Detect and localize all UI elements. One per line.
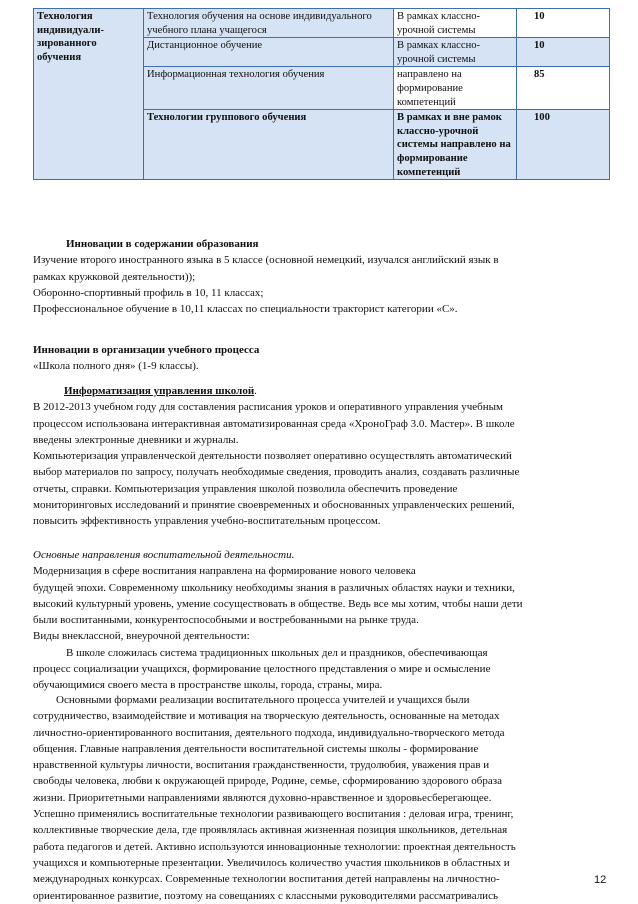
text-line: будущей эпохи. Современному школьнику необходимы знания в различных областях науки и техники,: [33, 581, 515, 594]
text-line: введены электронные дневники и журналы.: [33, 433, 239, 446]
innovations-process-section: [33, 342, 613, 375]
text-line: сотрудничество, взаимодействие и мотивация на творческую деятельность, основанные на методах: [33, 710, 500, 723]
text-line: обучающимися своего места в пространстве школы, города, страны, мира.: [33, 679, 383, 692]
informatization-section: [33, 383, 613, 530]
text-line: Успешно применялись воспитательные технологии развивающего воспитания : деловая игра, тренинг,: [33, 808, 514, 821]
text-line: учащихся и компьютерные презентации. Увеличилось количество участия школьников в областных и: [33, 856, 510, 869]
text-line: общения. Главные направления деятельности воспитательной системы школы - формирование: [33, 742, 479, 755]
section-heading: Информатизация управления школой.: [64, 385, 257, 397]
technology-name-cell: Технологии группового обучения: [144, 110, 394, 180]
scope-cell: В рамках классно-урочной системы: [394, 38, 517, 67]
scope-cell: направлено на формирование компетенций: [394, 67, 517, 110]
innovations-content-section: [33, 236, 613, 317]
text-line: повысить эффективность управления учебно-воспитательным процессом.: [33, 515, 381, 528]
text-line: Основными формами реализации воспитательного процесса учителей и учащихся были: [56, 694, 470, 706]
section-heading: Инновации в содержании образования: [66, 238, 259, 250]
text-line: Виды внеклассной, внеурочной деятельности:: [33, 630, 250, 643]
text-line: Профессиональное обучение в 10,11 классах по специальности тракторист категории «С».: [33, 303, 458, 316]
text-line: мониторинговых исследований и принятие своевременных и обоснованных управленческих решений,: [33, 499, 515, 512]
text-line: выбор материалов по запросу, получать необходимые сведения, проводить анализ, создавать различные: [33, 466, 520, 479]
text-line: Изучение второго иностранного языка в 5 классе (основной немецкий, изучался английский язык в: [33, 254, 499, 267]
text-line: процесс социализации учащихся, формирование целостного представления о мире и осмысление: [33, 663, 491, 676]
text-line: Модернизация в сфере воспитания направлена на формирование нового человека: [33, 565, 416, 578]
section-heading: Основные направления воспитательной деятельности.: [33, 549, 295, 561]
text-line: Оборонно-спортивный профиль в 10, 11 классах;: [33, 286, 264, 299]
value-cell: 10: [517, 9, 610, 38]
text-line: работа педагогов и детей. Активно используются инновационные технологии: проектная деятельность: [33, 840, 516, 853]
technology-name-cell: Дистанционное обучение: [144, 38, 394, 67]
technology-name-cell: Информационная технология обучения: [144, 67, 394, 110]
text-line: жизни. Приоритетными направлениями являются духовно-нравственное и здоровьесберегающее.: [33, 791, 492, 804]
text-line: В школе сложилась система традиционных школьных дел и праздников, обеспечивающая: [66, 646, 488, 659]
table-row: [34, 9, 610, 38]
text-line: коллективные творческие дела, где проявлялась активная жизненная позиция школьников, детельная: [33, 824, 508, 837]
page-number: 12: [594, 874, 607, 886]
text-line: рамках кружковой деятельности));: [33, 270, 196, 283]
text-line: процессом использована интерактивная автоматизированная среда «ХроноГраф 3.0. Мастер». В школе: [33, 417, 515, 430]
upbringing-section: [33, 547, 613, 694]
text-line: были воспитанными, конкурентоспособными и востребованными на рынке труда.: [33, 614, 419, 627]
text-line: «Школа полного дня» (1-9 классы).: [33, 360, 199, 373]
text-line: личностно-ориентированного воспитания, деятельного подхода, индивидуально-творческого метода: [33, 726, 505, 739]
upbringing-forms-section: [33, 692, 613, 904]
value-cell: 100: [517, 110, 610, 180]
text-line: высокий культурный уровень, умение сосуществовать в обществе. Ведь все мы хотим, чтобы наши дети: [33, 597, 523, 610]
category-cell: Технология индивидуали-зированного обучения: [34, 9, 144, 180]
scope-cell: В рамках и вне рамок классно-урочной системы направлено на формирование компетенций: [394, 110, 517, 180]
text-line: Компьютеризация управленческой деятельности позволяет оперативно осуществлять автоматический: [33, 450, 512, 463]
value-cell: 85: [517, 67, 610, 110]
section-heading: Инновации в организации учебного процесса: [33, 344, 260, 356]
text-line: ориентированное развитие, поэтому на совещаниях с классными руководителями рассматривались: [33, 889, 498, 902]
text-line: свободы человека, любви к окружающей природе, Родине, семье, сформированию здорового образа: [33, 775, 502, 788]
text-line: отчеты, справки. Компьютеризация управления школой позволила обеспечить проведение: [33, 482, 458, 495]
text-line: международных конкурсах. Современные технологии воспитания детей направлены на личностно-: [33, 873, 500, 886]
scope-cell: В рамках классно-урочной системы: [394, 9, 517, 38]
text-line: нравственной культуры личности, воспитания гражданственности, трудолюбия, уважения прав и: [33, 759, 490, 772]
value-cell: 10: [517, 38, 610, 67]
technology-table: [33, 8, 610, 180]
text-line: В 2012-2013 учебном году для составления расписания уроков и оперативного управления учебным: [33, 401, 503, 414]
technology-name-cell: Технология обучения на основе индивидуального учебного плана учащегося: [144, 9, 394, 38]
